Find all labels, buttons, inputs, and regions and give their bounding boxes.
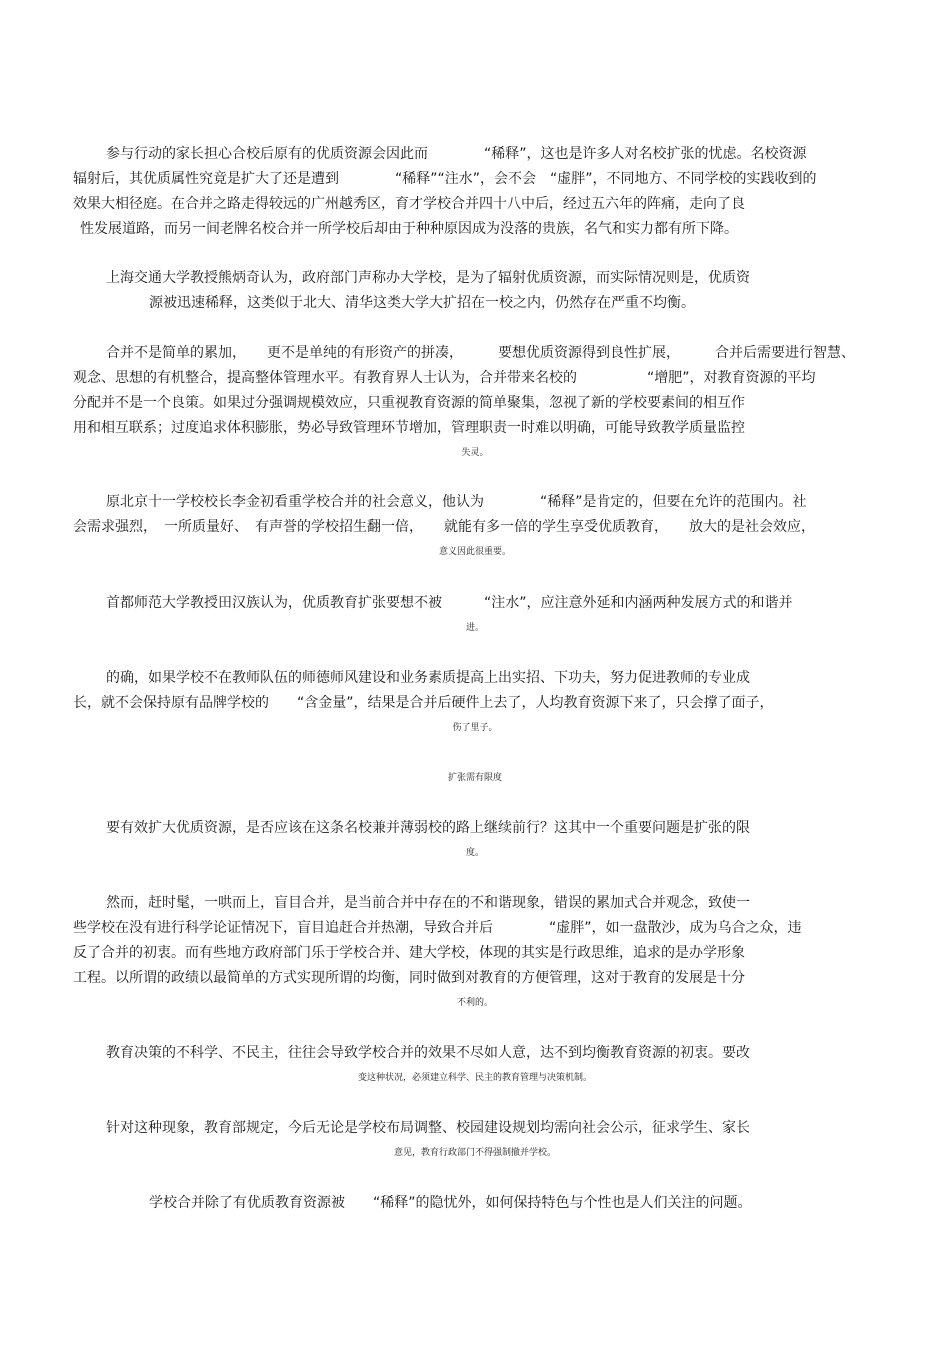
section-heading: 扩张需有限度: [447, 773, 502, 783]
text-line: 变这种状况，必须建立科学、民主的教育管理与决策机制。: [357, 1073, 592, 1083]
text-line: 针对这种现象，教育部规定，今后无论是学校布局调整、校园建设规划均需向社会公示，征求学生、家长: [106, 1120, 750, 1136]
text-line: 参与行动的家长担心合校后原有的优质资源会因此而 “稀释”，这也是许多人对名校扩张的忧虑。名校资源: [106, 146, 807, 162]
text-line: 伤了里子。: [452, 723, 498, 733]
text-line: 反了合并的初衷。而有些地方政府部门乐于学校合并、建大学校，体现的其实是行政思维，追求的是办学形象: [73, 945, 745, 961]
text-line: 要有效扩大优质资源，是否应该在这条名校兼并薄弱校的路上继续前行？这其中一个重要问题是扩张的限: [106, 820, 750, 836]
text-line: 意义因此很重要。: [438, 547, 511, 557]
text-line: 学校合并除了有优质教育资源被 “稀释”的隐忧外，如何保持特色与个性也是人们关注的问题。: [149, 1195, 752, 1211]
text-line: 教育决策的不科学、不民主，往往会导致学校合并的效果不尽如人意，达不到均衡教育资源的初衷。要改: [106, 1045, 750, 1061]
text-line: 性发展道路，而另一间老牌名校合并一所学校后却由于种种原因成为没落的贵族，名气和实力都有所下降。: [80, 221, 738, 237]
text-line: 辐射后，其优质属性究竟是扩大了还是遭到 “稀释”“注水”，会不会 “虚胖”，不同地方、不同学校的实践收到的: [73, 171, 817, 187]
text-line: 会需求强烈， 一所质量好、 有声誉的学校招生翻一倍， 就能有多一倍的学生享受优质教育， 放大的是社会效应，: [73, 519, 815, 535]
text-line: 意见，教育行政部门不得强制撤并学校。: [393, 1148, 556, 1158]
text-line: 失灵。: [461, 448, 489, 458]
text-line: 用和相互联系；过度追求体积膨胀，势必导致管理环节增加，管理职责一时难以明确，可能导致教学质量监控: [73, 420, 745, 436]
text-line: 合并不是简单的累加， 更不是单纯的有形资产的拼凑， 要想优质资源得到良性扩展， 合并后需要进行智慧、: [106, 345, 855, 361]
text-line: 观念、思想的有机整合，提高整体管理水平。有教育界人士认为，合并带来名校的 “增肥”，对教育资源的平均: [73, 370, 816, 386]
text-line: 源被迅速稀释，这类似于北大、清华这类大学大扩招在一校之内，仍然存在严重不均衡。: [149, 295, 695, 311]
text-line: 些学校在没有进行科学论证情况下，盲目追赶合并热潮，导致合并后 “虚胖”，如一盘散沙，成为乌合之众，违: [73, 920, 802, 936]
text-line: 原北京十一学校校长李金初看重学校合并的社会意义，他认为 “稀释”是肯定的，但要在允许的范围内。社: [106, 494, 807, 510]
text-line: 然而，赶时髦，一哄而上，盲目合并，是当前合并中存在的不和谐现象，错误的累加式合并观念，致使一: [106, 895, 750, 911]
text-line: 不利的。: [456, 998, 493, 1008]
text-line: 工程。以所谓的政绩以最简单的方式实现所谓的均衡，同时做到对教育的方便管理，这对于教育的发展是十分: [73, 970, 745, 986]
text-line: 进。: [465, 623, 484, 633]
text-line: 长，就不会保持原有品牌学校的 “含金量”，结果是合并后硬件上去了，人均教育资源下来了，只会撑了面子，: [73, 695, 774, 711]
text-line: 分配并不是一个良策。如果过分强调规模效应，只重视教育资源的简单聚集，忽视了新的学校要素间的相互作: [73, 395, 745, 411]
text-line: 首都师范大学教授田汉族认为，优质教育扩张要想不被 “注水”，应注意外延和内涵两种发展方式的和谐并: [106, 595, 793, 611]
text-line: 的确，如果学校不在教师队伍的师德师风建设和业务素质提高上出实招、下功夫，努力促进教师的专业成: [106, 670, 750, 686]
text-line: 度。: [465, 848, 484, 858]
text-line: 效果大相径庭。在合并之路走得较远的广州越秀区，育才学校合并四十八中后，经过五六年的阵痛，走向了良: [73, 196, 745, 212]
text-line: 上海交通大学教授熊炳奇认为，政府部门声称办大学校，是为了辐射优质资源，而实际情况则是，优质资: [106, 270, 750, 286]
